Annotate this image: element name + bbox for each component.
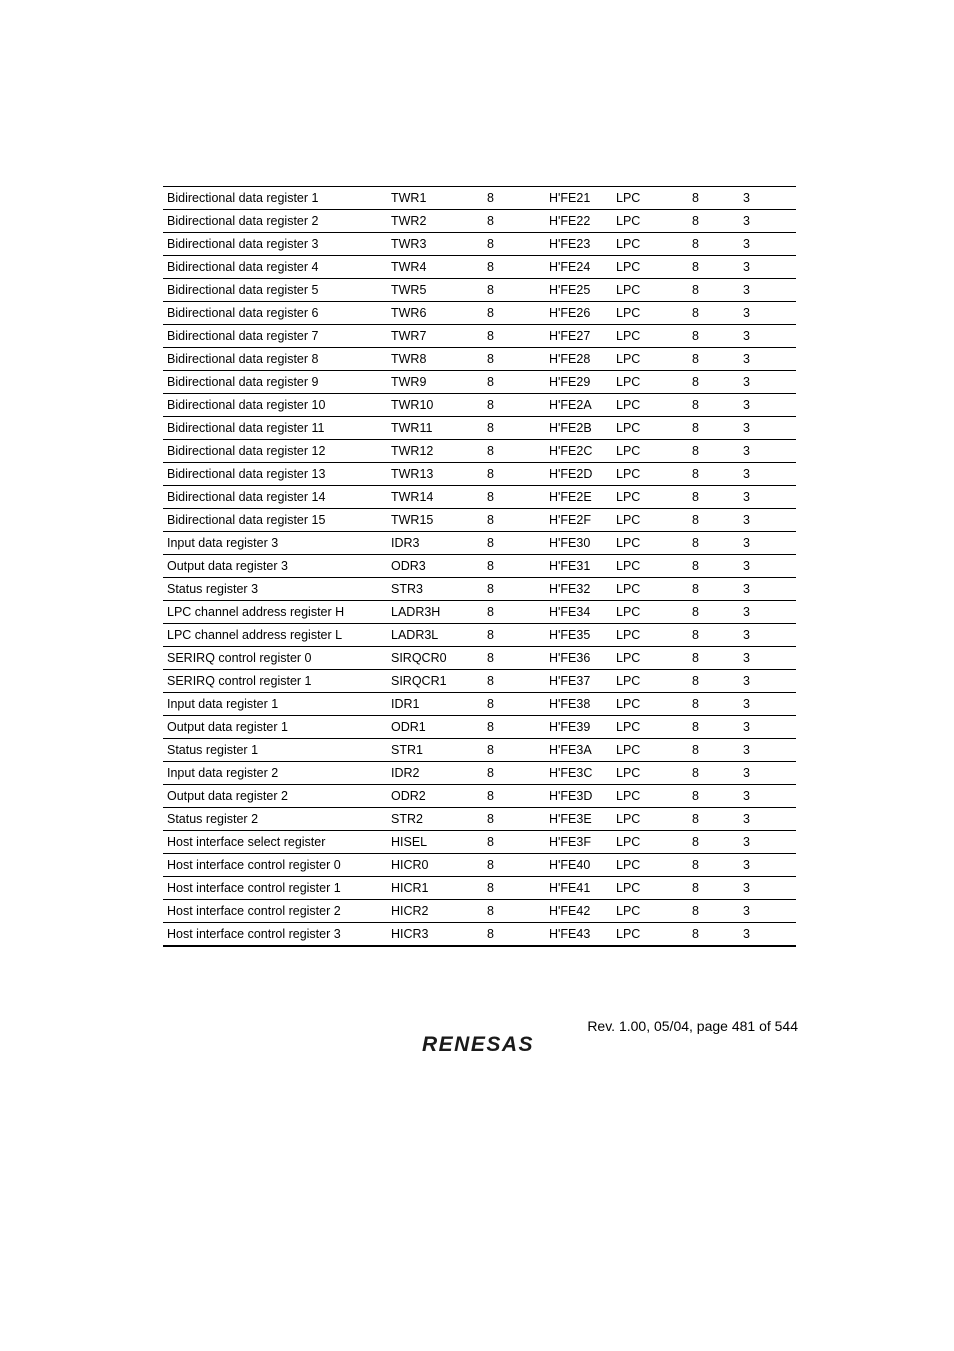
cell-data-bus-width: 8 [688,256,739,279]
cell-bit-count: 8 [483,739,545,762]
cell-abbreviation: HISEL [387,831,483,854]
cell-register-name: Status register 2 [163,808,387,831]
cell-register-name: Host interface control register 1 [163,877,387,900]
cell-module: LPC [612,440,688,463]
cell-data-bus-width: 8 [688,279,739,302]
cell-bit-count: 8 [483,831,545,854]
cell-bit-count: 8 [483,647,545,670]
cell-abbreviation: TWR7 [387,325,483,348]
cell-bit-count: 8 [483,394,545,417]
table-row [163,210,796,233]
cell-address: H'FE2F [545,509,612,532]
table-row [163,578,796,601]
cell-register-name: Bidirectional data register 11 [163,417,387,440]
table-row [163,325,796,348]
cell-data-bus-width: 8 [688,578,739,601]
table-row [163,486,796,509]
cell-access-states: 3 [739,394,796,417]
cell-data-bus-width: 8 [688,302,739,325]
cell-address: H'FE3D [545,785,612,808]
cell-data-bus-width: 8 [688,854,739,877]
cell-module: LPC [612,578,688,601]
cell-register-name: Status register 3 [163,578,387,601]
cell-register-name: Output data register 2 [163,785,387,808]
cell-address: H'FE2C [545,440,612,463]
cell-abbreviation: LADR3L [387,624,483,647]
cell-register-name: Input data register 3 [163,532,387,555]
register-table-body [163,187,796,947]
cell-address: H'FE37 [545,670,612,693]
cell-module: LPC [612,417,688,440]
cell-access-states: 3 [739,808,796,831]
cell-data-bus-width: 8 [688,716,739,739]
cell-access-states: 3 [739,578,796,601]
cell-abbreviation: TWR1 [387,187,483,210]
cell-address: H'FE32 [545,578,612,601]
cell-module: LPC [612,808,688,831]
cell-access-states: 3 [739,624,796,647]
cell-module: LPC [612,900,688,923]
cell-access-states: 3 [739,647,796,670]
cell-abbreviation: TWR4 [387,256,483,279]
cell-data-bus-width: 8 [688,486,739,509]
table-row [163,923,796,947]
cell-data-bus-width: 8 [688,739,739,762]
page-footer-info: Rev. 1.00, 05/04, page 481 of 544 [587,1018,798,1034]
cell-bit-count: 8 [483,325,545,348]
cell-module: LPC [612,348,688,371]
cell-access-states: 3 [739,509,796,532]
cell-module: LPC [612,647,688,670]
cell-module: LPC [612,233,688,256]
table-row [163,854,796,877]
cell-address: H'FE42 [545,900,612,923]
cell-abbreviation: SIRQCR0 [387,647,483,670]
cell-data-bus-width: 8 [688,417,739,440]
cell-register-name: Bidirectional data register 6 [163,302,387,325]
cell-register-name: Bidirectional data register 15 [163,509,387,532]
cell-register-name: Host interface control register 3 [167,927,341,941]
cell-abbreviation: HICR2 [387,900,483,923]
cell-access-states: 3 [739,670,796,693]
cell-data-bus-width: 8 [688,394,739,417]
cell-module: LPC [612,325,688,348]
cell-access-states: 3 [739,716,796,739]
cell-register-name: LPC channel address register L [163,624,387,647]
table-row [163,394,796,417]
cell-data-bus-width: 8 [688,440,739,463]
table-row [163,371,796,394]
cell-module: LPC [612,716,688,739]
cell-data-bus-width: 8 [688,762,739,785]
cell-address: H'FE30 [545,532,612,555]
cell-data-bus-width: 8 [688,532,739,555]
cell-bit-count: 8 [487,927,494,941]
cell-address: H'FE26 [545,302,612,325]
cell-module: LPC [612,785,688,808]
svg-text:RENESAS: RENESAS [422,1033,535,1056]
table-row [163,279,796,302]
table-row [163,900,796,923]
cell-bit-count: 8 [483,440,545,463]
table-row [163,601,796,624]
cell-address: H'FE36 [545,647,612,670]
cell-address: H'FE3A [545,739,612,762]
cell-abbreviation: HICR1 [387,877,483,900]
cell-bit-count: 8 [483,302,545,325]
table-row [163,302,796,325]
cell-access-states: 3 [739,325,796,348]
cell-register-name: Bidirectional data register 14 [163,486,387,509]
cell-module: LPC [612,601,688,624]
cell-address: H'FE22 [545,210,612,233]
cell-abbreviation: TWR9 [387,371,483,394]
cell-register-name: Host interface control register 2 [163,900,387,923]
cell-address: H'FE23 [545,233,612,256]
cell-access-states: 3 [739,210,796,233]
cell-module: LPC [612,854,688,877]
cell-abbreviation: TWR6 [387,302,483,325]
table-row [163,440,796,463]
cell-data-bus-width: 8 [688,210,739,233]
cell-register-name: Output data register 1 [163,716,387,739]
cell-address: H'FE2E [545,486,612,509]
cell-module: LPC [612,739,688,762]
cell-abbreviation: TWR3 [387,233,483,256]
cell-abbreviation: STR1 [387,739,483,762]
cell-module: LPC [612,463,688,486]
cell-address: H'FE40 [545,854,612,877]
cell-abbreviation: STR2 [387,808,483,831]
cell-module: LPC [612,187,688,210]
cell-module: LPC [612,624,688,647]
cell-access-states: 3 [739,555,796,578]
cell-access-states: 3 [739,831,796,854]
cell-module: LPC [612,371,688,394]
cell-register-name: Input data register 2 [163,762,387,785]
register-table [163,186,796,947]
cell-access-states: 3 [739,693,796,716]
cell-register-name: Bidirectional data register 1 [163,187,387,210]
cell-bit-count: 8 [483,785,545,808]
cell-abbreviation: HICR0 [387,854,483,877]
cell-bit-count: 8 [483,601,545,624]
cell-data-bus-width: 8 [688,233,739,256]
cell-access-states: 3 [743,927,750,941]
cell-address: H'FE2B [545,417,612,440]
cell-access-states: 3 [739,187,796,210]
cell-access-states: 3 [739,417,796,440]
cell-access-states: 3 [739,762,796,785]
cell-address: H'FE41 [545,877,612,900]
cell-register-name: Bidirectional data register 4 [163,256,387,279]
cell-address: H'FE3F [545,831,612,854]
cell-address: H'FE29 [545,371,612,394]
cell-data-bus-width: 8 [688,808,739,831]
cell-access-states: 3 [739,348,796,371]
cell-abbreviation: STR3 [387,578,483,601]
cell-module: LPC [612,210,688,233]
cell-bit-count: 8 [483,187,545,210]
cell-data-bus-width: 8 [688,693,739,716]
table-row [163,555,796,578]
cell-bit-count: 8 [483,279,545,302]
cell-data-bus-width: 8 [692,927,699,941]
cell-bit-count: 8 [483,348,545,371]
cell-access-states: 3 [739,532,796,555]
table-row [163,877,796,900]
cell-data-bus-width: 8 [688,371,739,394]
cell-access-states: 3 [739,900,796,923]
table-row [163,348,796,371]
cell-register-name: Bidirectional data register 5 [163,279,387,302]
cell-module: LPC [612,279,688,302]
cell-bit-count: 8 [483,877,545,900]
cell-access-states: 3 [739,371,796,394]
cell-address: H'FE43 [549,927,591,941]
cell-register-name: Bidirectional data register 12 [163,440,387,463]
cell-address: H'FE39 [545,716,612,739]
cell-data-bus-width: 8 [688,509,739,532]
cell-access-states: 3 [739,486,796,509]
cell-module: LPC [612,302,688,325]
cell-access-states: 3 [739,256,796,279]
table-row [163,647,796,670]
cell-module: LPC [612,532,688,555]
cell-access-states: 3 [739,440,796,463]
cell-access-states: 3 [739,233,796,256]
cell-abbreviation: TWR12 [387,440,483,463]
cell-bit-count: 8 [483,509,545,532]
cell-address: H'FE2A [545,394,612,417]
cell-data-bus-width: 8 [688,647,739,670]
cell-abbreviation: HICR3 [391,927,429,941]
cell-abbreviation: IDR2 [387,762,483,785]
cell-bit-count: 8 [483,854,545,877]
cell-bit-count: 8 [483,716,545,739]
cell-access-states: 3 [739,854,796,877]
table-row [163,233,796,256]
cell-abbreviation: TWR11 [387,417,483,440]
table-row [163,532,796,555]
cell-address: H'FE27 [545,325,612,348]
cell-address: H'FE35 [545,624,612,647]
table-row [163,509,796,532]
cell-abbreviation: TWR8 [387,348,483,371]
cell-module: LPC [612,555,688,578]
cell-bit-count: 8 [483,762,545,785]
cell-abbreviation: ODR3 [387,555,483,578]
cell-register-name: Bidirectional data register 7 [163,325,387,348]
cell-address: H'FE38 [545,693,612,716]
cell-bit-count: 8 [483,486,545,509]
cell-bit-count: 8 [483,532,545,555]
cell-module: LPC [612,394,688,417]
cell-access-states: 3 [739,463,796,486]
cell-abbreviation: TWR15 [387,509,483,532]
cell-bit-count: 8 [483,371,545,394]
cell-register-name: SERIRQ control register 1 [163,670,387,693]
cell-abbreviation: IDR1 [387,693,483,716]
cell-register-name: Bidirectional data register 10 [163,394,387,417]
table-row [163,716,796,739]
cell-bit-count: 8 [483,693,545,716]
cell-data-bus-width: 8 [688,877,739,900]
cell-abbreviation: IDR3 [387,532,483,555]
cell-data-bus-width: 8 [688,555,739,578]
cell-abbreviation: ODR2 [387,785,483,808]
cell-register-name: Status register 1 [163,739,387,762]
table-row [163,785,796,808]
cell-module: LPC [612,831,688,854]
cell-register-name: LPC channel address register H [163,601,387,624]
cell-module: LPC [612,762,688,785]
cell-address: H'FE21 [545,187,612,210]
cell-bit-count: 8 [483,578,545,601]
cell-register-name: Output data register 3 [163,555,387,578]
cell-bit-count: 8 [483,256,545,279]
table-row [163,762,796,785]
cell-register-name: Host interface control register 0 [163,854,387,877]
cell-address: H'FE31 [545,555,612,578]
cell-bit-count: 8 [483,670,545,693]
table-row [163,463,796,486]
cell-data-bus-width: 8 [688,325,739,348]
cell-abbreviation: TWR5 [387,279,483,302]
cell-register-name: Bidirectional data register 3 [163,233,387,256]
cell-bit-count: 8 [483,624,545,647]
cell-bit-count: 8 [483,210,545,233]
table-row [163,624,796,647]
cell-module: LPC [612,486,688,509]
table-row [163,256,796,279]
cell-module: LPC [612,877,688,900]
cell-bit-count: 8 [483,233,545,256]
cell-data-bus-width: 8 [688,785,739,808]
cell-data-bus-width: 8 [688,831,739,854]
cell-access-states: 3 [739,785,796,808]
cell-address: H'FE28 [545,348,612,371]
cell-register-name: SERIRQ control register 0 [163,647,387,670]
cell-abbreviation: TWR13 [387,463,483,486]
cell-module: LPC [616,927,641,941]
cell-address: H'FE34 [545,601,612,624]
cell-register-name: Bidirectional data register 13 [163,463,387,486]
cell-module: LPC [612,509,688,532]
cell-access-states: 3 [739,302,796,325]
cell-data-bus-width: 8 [688,670,739,693]
cell-data-bus-width: 8 [688,463,739,486]
cell-access-states: 3 [739,739,796,762]
cell-address: H'FE3E [545,808,612,831]
table-row [163,670,796,693]
cell-data-bus-width: 8 [688,624,739,647]
cell-abbreviation: ODR1 [387,716,483,739]
cell-data-bus-width: 8 [688,348,739,371]
cell-address: H'FE2D [545,463,612,486]
cell-register-name: Input data register 1 [163,693,387,716]
cell-register-name: Bidirectional data register 9 [163,371,387,394]
cell-module: LPC [612,693,688,716]
cell-access-states: 3 [739,877,796,900]
cell-access-states: 3 [739,601,796,624]
cell-data-bus-width: 8 [688,187,739,210]
table-row [163,417,796,440]
cell-data-bus-width: 8 [688,900,739,923]
cell-bit-count: 8 [483,417,545,440]
cell-address: H'FE24 [545,256,612,279]
cell-bit-count: 8 [483,463,545,486]
renesas-logo [422,1032,542,1061]
cell-abbreviation: TWR10 [387,394,483,417]
cell-data-bus-width: 8 [688,601,739,624]
cell-address: H'FE25 [545,279,612,302]
cell-register-name: Bidirectional data register 2 [163,210,387,233]
cell-address: H'FE3C [545,762,612,785]
table-row [163,808,796,831]
table-row [163,693,796,716]
cell-register-name: Host interface select register [163,831,387,854]
table-row [163,187,796,210]
cell-abbreviation: SIRQCR1 [387,670,483,693]
cell-access-states: 3 [739,279,796,302]
cell-module: LPC [612,256,688,279]
cell-bit-count: 8 [483,900,545,923]
cell-module: LPC [612,670,688,693]
table-row [163,831,796,854]
table-row [163,739,796,762]
cell-bit-count: 8 [483,555,545,578]
cell-abbreviation: TWR14 [387,486,483,509]
cell-bit-count: 8 [483,808,545,831]
cell-register-name: Bidirectional data register 8 [163,348,387,371]
cell-abbreviation: TWR2 [387,210,483,233]
cell-abbreviation: LADR3H [387,601,483,624]
